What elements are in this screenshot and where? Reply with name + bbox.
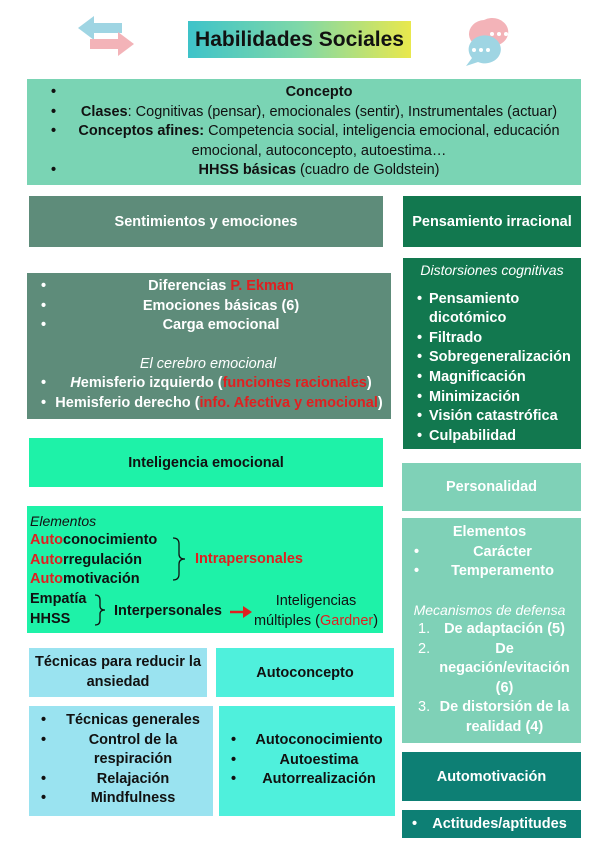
tecnica-item [31, 789, 209, 809]
multiples-text: múltiples ( [253, 612, 321, 629]
hem-izq-close: ) [366, 375, 372, 391]
auto-prefix: Auto [30, 532, 64, 548]
ie-elementos-label: Elementos [30, 513, 97, 529]
defensa-num: 1. [418, 621, 431, 637]
hem-izq-rest: emisferio izquierdo ( [80, 375, 223, 391]
automotivacion-body [402, 810, 581, 838]
defensa-text: De adaptación (5) [444, 621, 565, 637]
personalidad-body [402, 518, 581, 743]
carga-text: Carga emocional [162, 317, 280, 333]
automotivacion-text: Actitudes/aptitudes [432, 816, 567, 832]
autoconcepto-item [221, 731, 391, 751]
arrow-right-icon [229, 605, 253, 619]
hem-der-close: ) [377, 394, 383, 411]
distorsion-item [407, 407, 575, 427]
personalidad-header [402, 463, 581, 511]
tecnica-text: Técnicas generales [66, 712, 200, 728]
hem-der-red: info. Afectiva y emocional [199, 394, 378, 411]
diferencias-item [31, 277, 385, 297]
inteligencia-header-text: Inteligencia emocional [128, 454, 284, 471]
clases-label: Clases [80, 103, 128, 120]
autoconcepto-body [219, 706, 395, 816]
autoconcepto-header [216, 648, 394, 697]
sentimientos-header-text: Sentimientos y emociones [114, 213, 298, 230]
pers-item-text: Carácter [473, 543, 532, 560]
pers-item-text: Temperamento [451, 563, 554, 579]
distorsion-text: Filtrado [429, 329, 483, 346]
distorsiones-subtitle: Distorsiones cognitivas [420, 262, 564, 278]
tecnica-item [31, 731, 209, 770]
pensamiento-header-text: Pensamiento irracional [412, 213, 572, 230]
afines-label: Conceptos afines: [78, 123, 205, 139]
distorsion-text: Culpabilidad [429, 427, 516, 444]
concepto-label: Concepto [285, 84, 353, 100]
empatia-text: Empatía [30, 591, 87, 607]
afines-text: Competencia social, inteligencia emocional, educación emocional, autoconcepto, autoestima… [191, 123, 560, 159]
distorsion-text: Minimización [429, 388, 521, 405]
ie-auto-list [30, 531, 157, 590]
basicas-text: Emociones básicas (6) [142, 297, 300, 314]
pensamiento-header [403, 196, 581, 247]
sentimientos-body [27, 273, 391, 419]
ie-auto-item [30, 531, 157, 551]
defensa-num: 3. [418, 699, 431, 715]
hhss-item [41, 161, 571, 181]
personalidad-header-text: Personalidad [445, 479, 538, 495]
page-title [188, 21, 411, 58]
defensa-text: De distorsión de la realidad (4) [439, 699, 570, 735]
autoconcepto-text: Autoestima [279, 751, 359, 768]
hem-izq-item [31, 374, 385, 394]
mecanismos-subtitle: Mecanismos de defensa [413, 601, 566, 618]
distorsion-item [407, 290, 575, 329]
auto-prefix: Auto [30, 551, 64, 568]
pers-item [404, 562, 575, 582]
tecnica-item [31, 770, 209, 790]
distorsion-item [407, 427, 575, 447]
tecnica-text: Mindfulness [90, 790, 176, 807]
basicas-item [31, 297, 385, 317]
autoconcepto-text: Autorrealización [262, 771, 376, 788]
distorsion-text: Pensamiento dicotómico [429, 290, 520, 327]
tecnica-text: Control de la respiración [88, 731, 178, 768]
distorsion-item [407, 348, 575, 368]
automotivacion-header [402, 752, 581, 801]
hhss-text: (cuadro de Goldstein) [296, 162, 440, 178]
swap-arrows-icon [74, 14, 138, 58]
ie-auto-item [30, 551, 157, 571]
distorsion-text: Visión catastrófica [429, 408, 558, 425]
sentimientos-header [29, 196, 383, 247]
defensa-num: 2. [418, 640, 431, 657]
automotivacion-header-text: Automotivación [436, 768, 547, 785]
auto-rest: rregulación [63, 551, 142, 568]
distorsion-text: Sobregeneralización [429, 349, 571, 366]
autoconcepto-text: Autoconocimiento [255, 732, 383, 748]
auto-rest: motivación [63, 571, 140, 587]
inteligencia-header [29, 438, 383, 487]
auto-rest: conocimiento [63, 532, 158, 548]
defensa-text: De negación/evitación (6) [439, 640, 570, 696]
defensa-item [404, 640, 575, 699]
distorsion-text: Magnificación [429, 368, 526, 385]
pensamiento-body [403, 258, 581, 449]
distorsion-item [407, 329, 575, 349]
multiples-line2 [251, 612, 381, 632]
tecnica-text: Relajación [96, 770, 170, 787]
defensa-item [404, 698, 575, 737]
diferencias-text: Diferencias [148, 278, 231, 294]
chat-bubbles-icon [462, 14, 524, 66]
hem-izq-initial: H [70, 375, 81, 391]
autoconcepto-item [221, 770, 391, 790]
auto-prefix: Auto [30, 571, 64, 587]
inteligencia-body [27, 506, 383, 633]
afines-item [41, 122, 571, 161]
hem-der-item [31, 394, 385, 414]
autoconcepto-header-text: Autoconcepto [256, 664, 354, 681]
tecnicas-body [29, 706, 213, 816]
multiples-line1: Inteligencias [275, 593, 357, 609]
cerebro-subtitle: El cerebro emocional [139, 355, 277, 372]
hhss-label: HHSS básicas [198, 162, 297, 178]
inteligencias-multiples [251, 592, 381, 631]
gardner-text: Gardner [320, 612, 374, 629]
clases-text: : Cognitivas (pensar), emocionales (sentir), Instrumentales (actuar) [127, 103, 558, 120]
concepto-item [41, 83, 571, 103]
tecnica-item [31, 711, 209, 731]
ie-auto-item [30, 570, 157, 590]
intra-brace-icon [171, 536, 187, 582]
inter-brace-icon [93, 593, 107, 627]
intrapersonales-label: Intrapersonales [195, 551, 303, 567]
hhss-ie-text: HHSS [30, 610, 71, 627]
distorsion-item [407, 388, 575, 408]
hem-izq-red: funciones racionales [222, 375, 367, 391]
multiples-close: ) [373, 612, 379, 629]
ekman-text: P. Ekman [230, 278, 294, 294]
carga-item [31, 316, 385, 336]
page-title-text: Habilidades Sociales [195, 27, 404, 51]
pers-elementos-label: Elementos [452, 524, 527, 540]
pers-item [404, 543, 575, 563]
hem-der-text: Hemisferio derecho ( [55, 394, 200, 411]
autoconcepto-item [221, 751, 391, 771]
defensa-item [404, 620, 575, 640]
concepto-box [27, 79, 581, 185]
distorsion-item [407, 368, 575, 388]
interpersonales-label: Interpersonales [114, 603, 222, 619]
ie-inter-list [30, 590, 86, 629]
tecnicas-header [29, 648, 207, 697]
automotivacion-item [402, 810, 577, 838]
tecnicas-header-text: Técnicas para reducir la ansiedad [34, 654, 202, 690]
clases-item [41, 103, 571, 123]
